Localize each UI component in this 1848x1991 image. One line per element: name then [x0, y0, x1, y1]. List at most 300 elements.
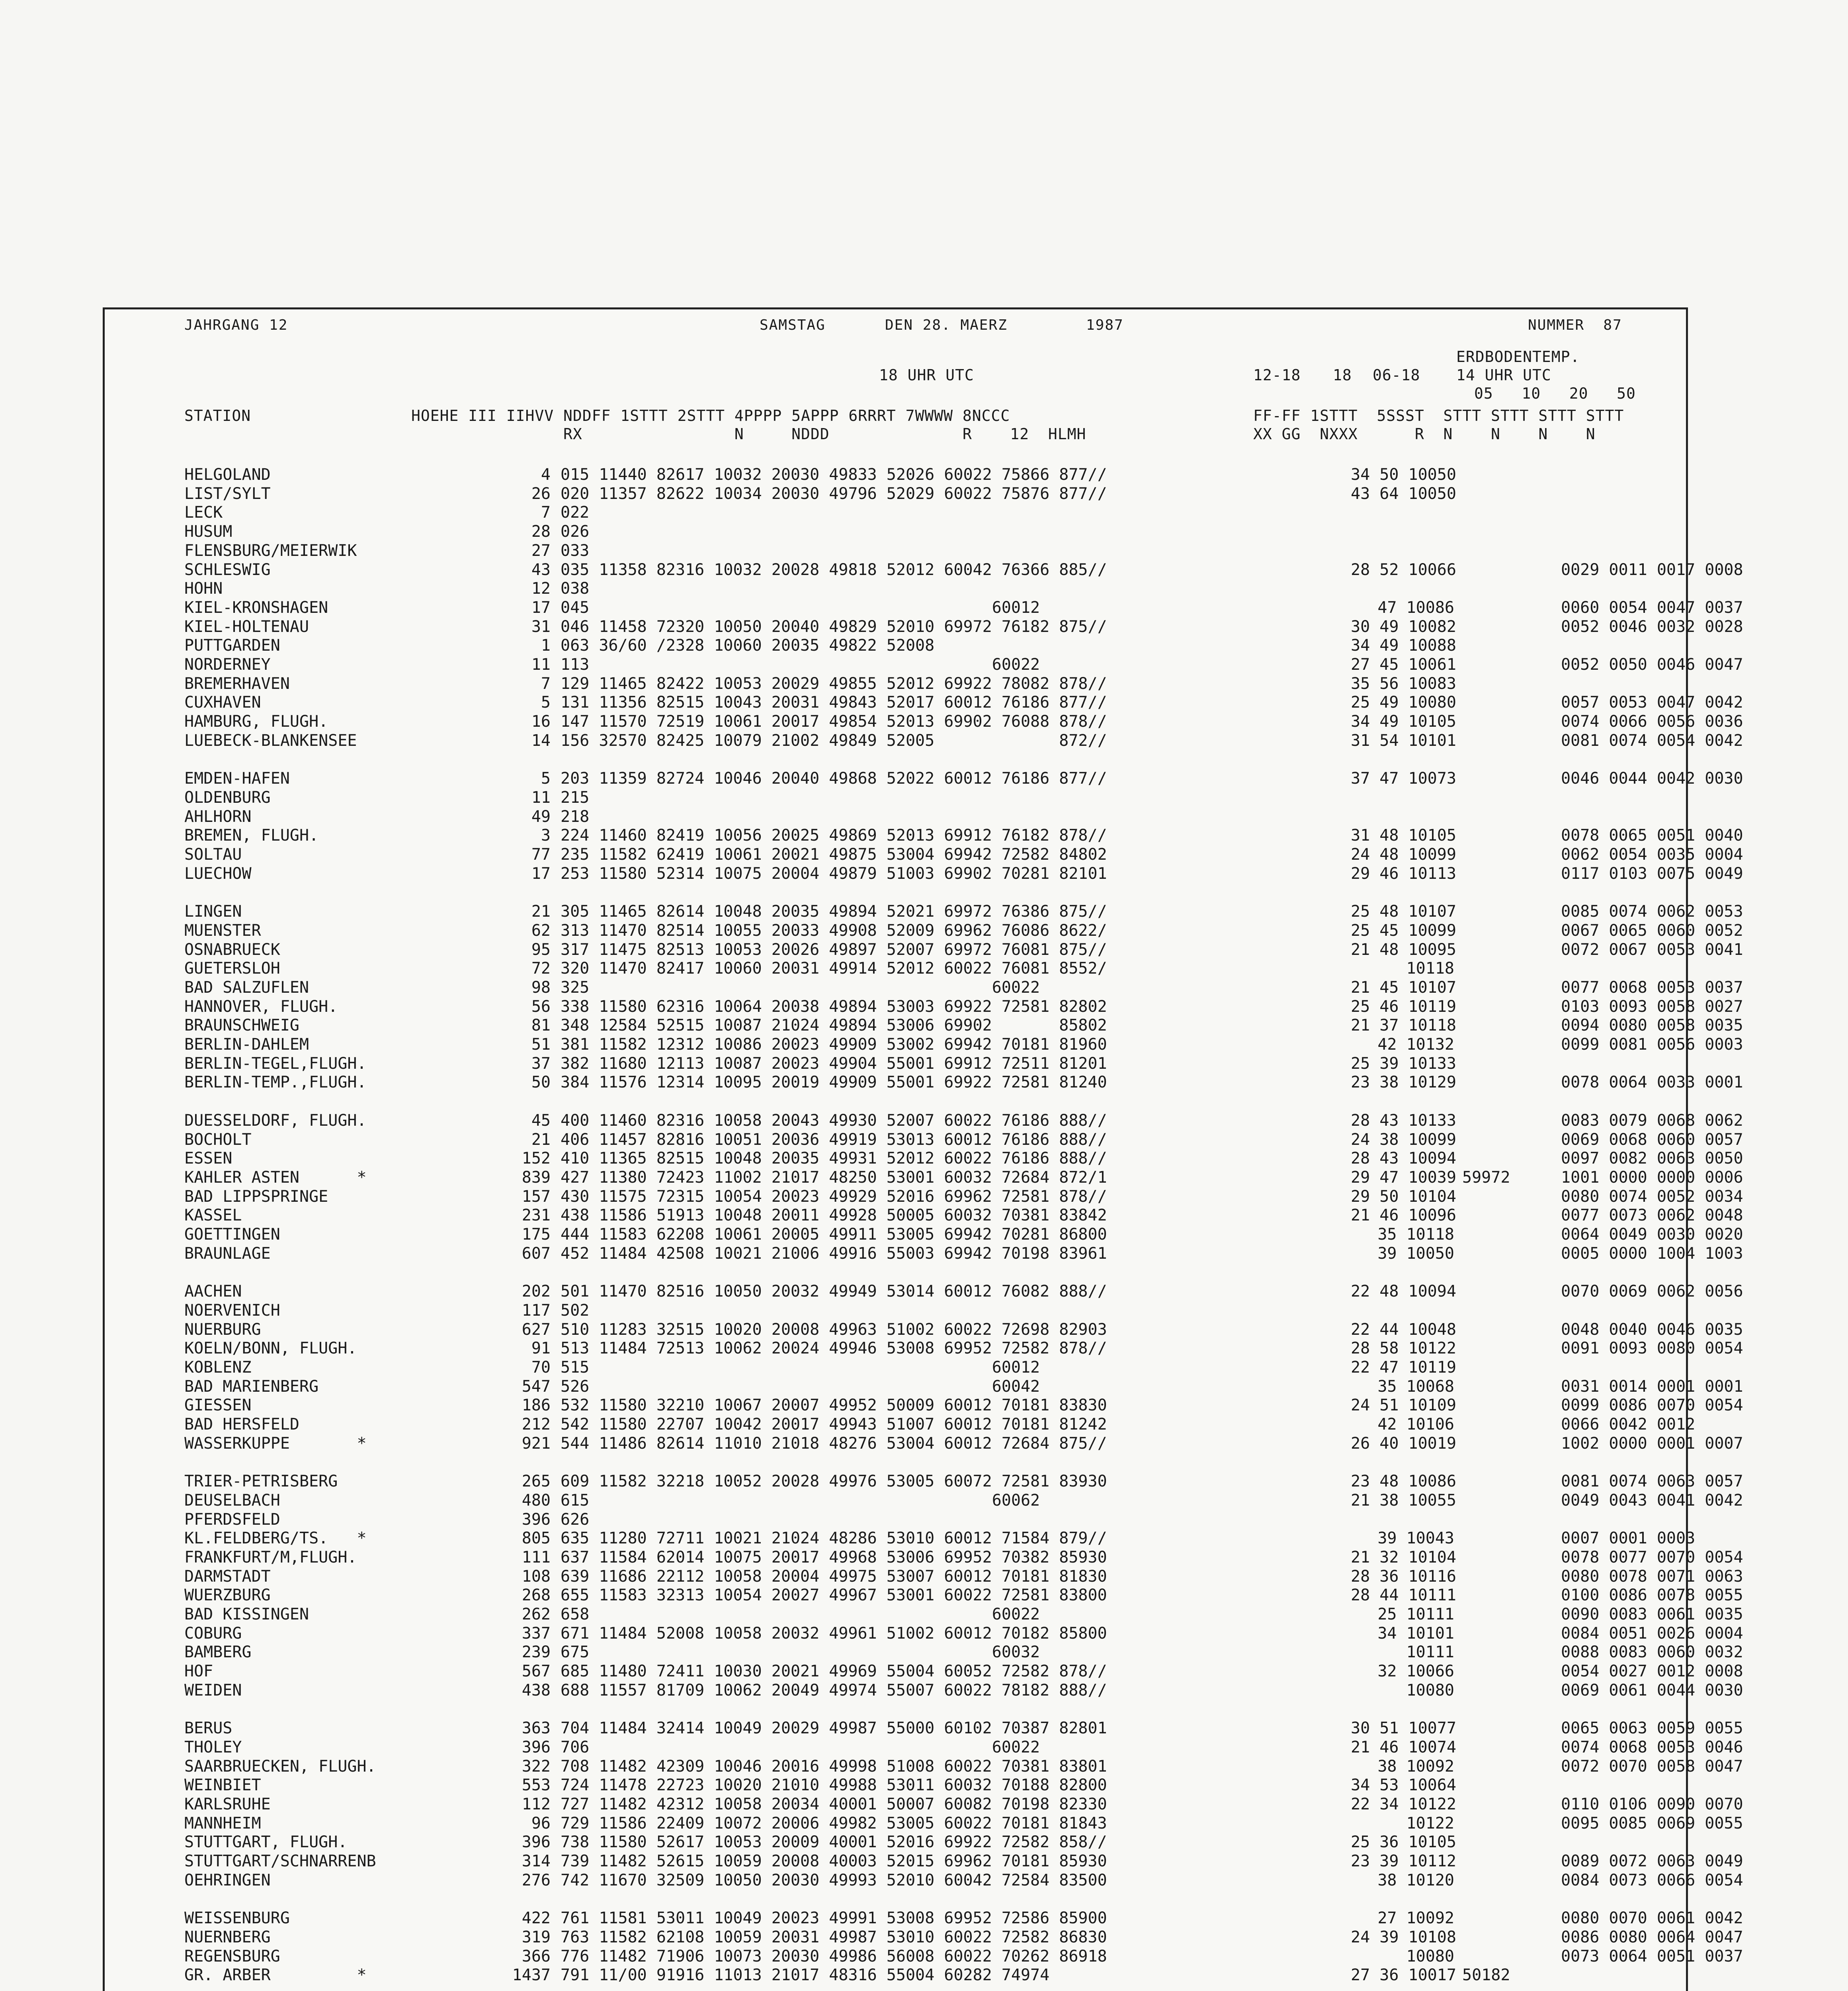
station-name: MANNHEIM [184, 1814, 261, 1833]
table-row [105, 1966, 1686, 1984]
soil-temperatures: 0078 0077 0070 0054 [1561, 1548, 1743, 1567]
synop-groups: 671 11484 52008 10058 20032 49961 51002 60012 70182 85800 [561, 1624, 1107, 1643]
synop-groups: 776 11482 71906 10073 20030 49986 56008 60022 70262 86918 [561, 1947, 1107, 1966]
table-row [105, 617, 1743, 636]
station-height: 567 [522, 1662, 551, 1681]
station-height: 157 [522, 1187, 551, 1206]
synop-groups: 156 32570 82425 10079 21002 49849 52005 872// [561, 731, 1107, 750]
station-name: WASSERKUPPE * [184, 1434, 367, 1453]
station-height: 239 [522, 1643, 551, 1662]
synop-groups: 637 11584 62014 10075 20017 49968 53006 69952 70382 85930 [561, 1548, 1107, 1567]
wind-pressure-groups: 42 10132 [1377, 1035, 1454, 1054]
table-row [105, 1206, 1743, 1225]
station-name: KASSEL [184, 1206, 242, 1225]
station-name: LUECHOW [184, 864, 252, 883]
table-row [105, 921, 1743, 940]
table-row [105, 1339, 1743, 1358]
synop-groups: 626 [561, 1510, 590, 1529]
wind-pressure-groups: 23 48 10086 [1351, 1472, 1456, 1491]
soil-temperatures: 0057 0053 0047 0042 [1561, 693, 1743, 712]
table-row [105, 655, 1743, 674]
table-row [105, 1586, 1743, 1605]
table-row [105, 560, 1743, 579]
soil-temperatures: 0089 0072 0063 0049 [1561, 1852, 1743, 1871]
station-name: KARLSRUHE [184, 1795, 271, 1813]
station-height: 37 [531, 1054, 551, 1073]
wind-pressure-groups: 39 10050 [1377, 1244, 1454, 1263]
wind-pressure-groups: 10111 [1406, 1643, 1454, 1662]
wind-pressure-groups: 28 43 10094 [1351, 1149, 1456, 1168]
synop-groups: 046 11458 72320 10050 20040 49829 52010 69972 76182 875// [561, 617, 1107, 636]
station-name: PFERDSFELD [184, 1510, 280, 1529]
wind-pressure-groups: 24 51 10109 [1351, 1396, 1456, 1415]
station-name: BAD SALZUFLEN [184, 978, 309, 997]
wind-pressure-groups: 35 10118 [1377, 1225, 1454, 1244]
synop-groups: 658 60022 [561, 1605, 1040, 1623]
station-name: KAHLER ASTEN * [184, 1168, 367, 1187]
station-name: COBURG [184, 1624, 242, 1643]
station-name: BRAUNSCHWEIG [184, 1016, 299, 1035]
wind-pressure-groups: 25 36 10105 [1351, 1833, 1456, 1852]
table-row [105, 579, 1686, 598]
station-height: 50 [531, 1073, 551, 1092]
table-row [105, 1985, 1686, 1991]
wind-pressure-groups: 27 36 10017 [1351, 1966, 1456, 1985]
issue-number: NUMMER 87 [1528, 317, 1622, 333]
wind-pressure-groups: 24 39 10108 [1351, 1928, 1456, 1946]
soil-temperatures: 0090 0083 0061 0035 [1561, 1605, 1743, 1623]
station-height: 186 [522, 1396, 551, 1415]
soil-temperatures: 0066 0042 0012 [1561, 1415, 1696, 1434]
station-name: GUETERSLOH [184, 959, 280, 978]
station-height: 28 [531, 522, 551, 541]
station-height: 314 [522, 1852, 551, 1871]
soil-temperatures: 0069 0068 0060 0057 [1561, 1130, 1743, 1149]
table-row [105, 1358, 1686, 1377]
station-name: FLENSBURG/MEIERWIK [184, 541, 357, 560]
synop-groups: 215 [561, 788, 590, 807]
wind-pressure-groups: 25 39 10133 [1351, 1054, 1456, 1073]
synop-groups: 724 11478 22723 10020 21010 49988 53011 60032 70188 82800 [561, 1776, 1107, 1795]
synop-groups: 706 60022 [561, 1738, 1040, 1756]
table-row [105, 1187, 1743, 1206]
soil-temperatures: 0005 0000 1004 1003 [1561, 1244, 1743, 1263]
synop-groups: 515 60012 [561, 1358, 1040, 1377]
table-row [105, 1377, 1743, 1396]
table-row [105, 1662, 1743, 1681]
station-name: NORDERNEY [184, 655, 271, 674]
synop-groups: 655 11583 32313 10054 20027 49967 53001 60022 72581 83800 [561, 1586, 1107, 1605]
table-row [105, 1073, 1743, 1092]
station-height: 21 [531, 902, 551, 921]
soil-temperatures: 0069 0061 0044 0030 [1561, 1681, 1743, 1700]
station-name: BAD MARIENBERG [184, 1377, 319, 1396]
wind-pressure-groups: 21 46 10096 [1351, 1206, 1456, 1225]
station-height: 11 [531, 655, 551, 674]
table-row [105, 1947, 1743, 1966]
station-name: KOBLENZ [184, 1358, 252, 1377]
table-row [105, 1909, 1743, 1928]
station-name: AACHEN [184, 1282, 242, 1301]
station-name: LUEBECK-BLANKENSEE [184, 731, 357, 750]
station-height: 480 [522, 1491, 551, 1510]
station-name: DUESSELDORF, FLUGH. [184, 1111, 367, 1130]
station-name: DEUSELBACH [184, 1491, 280, 1510]
table-row [105, 978, 1743, 997]
table-row [105, 731, 1743, 750]
soil-temperatures: 0077 0068 0053 0037 [1561, 978, 1743, 997]
soil-temperatures: 0099 0086 0070 0054 [1561, 1396, 1743, 1415]
obs-time-18utc: 18 UHR UTC [879, 366, 974, 384]
station-height: 117 [522, 1301, 551, 1320]
obs-time-14utc: 14 UHR UTC [1456, 366, 1551, 384]
station-height: 262 [522, 1605, 551, 1623]
synop-groups: 542 11580 22707 10042 20017 49943 51007 60012 70181 81242 [561, 1415, 1107, 1434]
wind-pressure-groups: 34 10101 [1377, 1624, 1454, 1643]
table-row [105, 1738, 1743, 1756]
soil-temperatures: 0091 0093 0080 0054 [1561, 1339, 1743, 1358]
table-row [105, 1624, 1743, 1643]
wind-pressure-groups: 22 44 10048 [1351, 1320, 1456, 1339]
table-row [105, 1168, 1743, 1187]
table-row [105, 808, 1686, 826]
synop-groups: 685 11480 72411 10030 20021 49969 55004 60052 72582 878// [561, 1662, 1107, 1681]
station-height: 268 [522, 1586, 551, 1605]
soil-temperatures: 0048 0040 0046 0035 [1561, 1320, 1743, 1339]
synop-groups: 704 11484 32414 10049 20029 49987 55000 60102 70387 82801 [561, 1719, 1107, 1738]
synop-groups: 502 [561, 1301, 590, 1320]
station-name: OSNABRUECK [184, 940, 280, 959]
station-height: 337 [522, 1624, 551, 1643]
wind-pressure-groups: 21 45 10107 [1351, 978, 1456, 997]
station-height: 108 [522, 1567, 551, 1586]
wind-pressure-groups: 21 37 10118 [1351, 1016, 1456, 1035]
station-height: 396 [522, 1510, 551, 1529]
station-name: DARMSTADT [184, 1567, 271, 1586]
soil-temperatures: 0083 0079 0068 0062 [1561, 1111, 1743, 1130]
table-row [105, 1434, 1743, 1453]
station-name: LINGEN [184, 902, 242, 921]
table-row [105, 1776, 1686, 1794]
wind-pressure-groups: 31 48 10105 [1351, 826, 1456, 845]
year: 1987 [1086, 317, 1124, 333]
wind-pressure-groups: 25 48 10107 [1351, 902, 1456, 921]
synop-groups: 129 11465 82422 10053 20029 49855 52012 69922 78082 878// [561, 674, 1107, 693]
station-name: HUSUM [184, 522, 232, 541]
synop-groups: 317 11475 82513 10053 20026 49897 52007 69972 76081 875// [561, 940, 1107, 959]
station-height: 276 [522, 1871, 551, 1889]
station-height: 26 [531, 484, 551, 503]
station-height: 70 [531, 1358, 551, 1377]
soil-temperatures: 0084 0073 0066 0054 [1561, 1871, 1743, 1889]
station-height: 1437 [512, 1966, 551, 1985]
synop-groups: 033 [561, 541, 590, 560]
table-row [105, 1643, 1743, 1662]
station-name: BAD HERSFELD [184, 1415, 299, 1434]
wind-pressure-groups: 38 10092 [1377, 1757, 1454, 1776]
wind-pressure-groups: 25 45 10099 [1351, 921, 1456, 940]
soil-temperatures: 0072 0070 0058 0047 [1561, 1757, 1743, 1776]
table-row [105, 1453, 1686, 1471]
soil-temperatures: 0067 0065 0060 0052 [1561, 921, 1743, 940]
table-row [105, 1852, 1743, 1871]
station-name: WEIDEN [184, 1681, 242, 1700]
synop-groups: 615 60062 [561, 1491, 1040, 1510]
wind-pressure-groups: 28 52 10066 [1351, 560, 1456, 579]
station-height: 5 [541, 693, 551, 712]
station-height: 202 [522, 1282, 551, 1301]
table-row [105, 542, 1686, 560]
table-row [105, 598, 1743, 617]
synop-groups: 026 [561, 522, 590, 541]
wind-pressure-groups: 34 50 10050 [1351, 465, 1456, 484]
soil-temperatures: 0095 0085 0069 0055 [1561, 1814, 1743, 1833]
soil-temperatures: 0052 0046 0032 0028 [1561, 617, 1743, 636]
station-name: SCHLESWIG [184, 560, 271, 579]
synop-groups: 761 11581 53011 10049 20023 49991 53008 69952 72586 85900 [561, 1909, 1107, 1928]
soil-temperatures: 0060 0054 0047 0037 [1561, 598, 1743, 617]
table-row [105, 1681, 1743, 1700]
station-name: LECK [184, 503, 223, 522]
synop-groups: 708 11482 42309 10046 20016 49998 51008 60022 70381 83801 [561, 1757, 1107, 1776]
synop-groups: 020 11357 82622 10034 20030 49796 52029 60022 75876 877// [561, 484, 1107, 503]
station-height: 72 [531, 959, 551, 978]
station-name: HOF [184, 1662, 213, 1681]
synop-groups: 510 11283 32515 10020 20008 49963 51002 60022 72698 82903 [561, 1320, 1107, 1339]
table-row [105, 1320, 1743, 1339]
synop-groups: 381 11582 12312 10086 20023 49909 53002 69942 70181 81960 [561, 1035, 1107, 1054]
synop-groups: 526 60042 [561, 1377, 1040, 1396]
soil-temperatures: 0062 0054 0035 0004 [1561, 845, 1743, 864]
synop-groups: 320 11470 82417 10060 20031 49914 52012 60022 76081 8552/ [561, 959, 1107, 978]
column-header-main-sub: RX N NDDD R 12 HLMH [411, 425, 1086, 443]
station-name: MUENSTER [184, 921, 261, 940]
station-name: THOLEY [184, 1738, 242, 1756]
station-height: 5 [541, 769, 551, 788]
wind-pressure-groups: 22 48 10094 [1351, 1282, 1456, 1301]
synop-groups: 739 11482 52615 10059 20008 40003 52015 69962 70181 85930 [561, 1852, 1107, 1871]
station-name: NUERBURG [184, 1320, 261, 1339]
column-header-right-sub: XX GG NXXX R N N N N [1253, 425, 1596, 443]
table-row [105, 1472, 1743, 1491]
table-row [105, 485, 1686, 503]
table-row [105, 1054, 1686, 1073]
table-row [105, 788, 1686, 807]
station-height: 27 [531, 541, 551, 560]
table-row [105, 1510, 1686, 1529]
station-name: FRANKFURT/M,FLUGH. [184, 1548, 357, 1567]
soil-temperatures: 0054 0027 0012 0008 [1561, 1662, 1743, 1681]
soil-temperatures: 0074 0066 0056 0036 [1561, 712, 1743, 731]
station-height: 175 [522, 1225, 551, 1244]
wind-pressure-groups: 47 10086 [1377, 598, 1454, 617]
wind-pressure-groups: 21 38 10055 [1351, 1491, 1456, 1510]
soil-temperatures: 1002 0000 0001 0007 [1561, 1434, 1743, 1453]
synop-groups: 035 11358 82316 10032 20028 49818 52012 60042 76366 885// [561, 560, 1107, 579]
synop-groups: 305 11465 82614 10048 20035 49894 52021 69972 76386 875// [561, 902, 1107, 921]
station-name: WEISSENBURG [184, 1909, 290, 1928]
table-row [105, 1244, 1743, 1263]
station-name: BERUS [184, 1719, 232, 1738]
wind-pressure-groups: 34 53 10064 [1351, 1776, 1456, 1795]
wind-pressure-groups: 32 10066 [1377, 1662, 1454, 1681]
wind-pressure-groups: 30 51 10077 [1351, 1719, 1456, 1738]
soil-temperatures: 0081 0074 0054 0042 [1561, 731, 1743, 750]
station-height: 12 [531, 579, 551, 598]
wind-pressure-groups: 24 48 10099 [1351, 845, 1456, 864]
wind-pressure-groups: 23 39 10112 [1351, 1852, 1456, 1871]
soil-temperatures: 0065 0063 0059 0055 [1561, 1719, 1743, 1738]
synop-groups: 384 11576 12314 10095 20019 49909 55001 69922 72581 81240 [561, 1073, 1107, 1092]
table-row [105, 712, 1743, 731]
wind-pressure-groups: 22 34 10122 [1351, 1795, 1456, 1813]
synop-groups: 544 11486 82614 11010 21018 48276 53004 60012 72684 875// [561, 1434, 1107, 1453]
station-name: BERLIN-TEMP.,FLUGH. [184, 1073, 367, 1092]
table-row [105, 1092, 1686, 1111]
station-name: HELGOLAND [184, 465, 271, 484]
soil-temperatures: 0103 0093 0058 0027 [1561, 997, 1743, 1016]
station-height: 607 [522, 1244, 551, 1263]
synop-groups: 738 11580 52617 10053 20009 40001 52016 69922 72582 858// [561, 1833, 1107, 1852]
station-height: 4 [541, 465, 551, 484]
wind-pressure-groups: 25 46 10119 [1351, 997, 1456, 1016]
synop-groups: 501 11470 82516 10050 20032 49949 53014 60012 76082 888// [561, 1282, 1107, 1301]
station-height: 422 [522, 1909, 551, 1928]
station-height: 396 [522, 1738, 551, 1756]
station-name: CUXHAVEN [184, 693, 261, 712]
soil-temperatures: 0064 0049 0030 0020 [1561, 1225, 1743, 1244]
station-height: 438 [522, 1681, 551, 1700]
station-name: SAARBRUECKEN, FLUGH. [184, 1757, 376, 1776]
soil-temperatures: 0084 0051 0026 0004 [1561, 1624, 1743, 1643]
station-height: 322 [522, 1757, 551, 1776]
wind-pressure-groups: 21 32 10104 [1351, 1548, 1456, 1567]
station-height: 112 [522, 1795, 551, 1813]
soil-temperatures: 0007 0001 0003 [1561, 1529, 1696, 1548]
synop-groups: 203 11359 82724 10046 20040 49868 52022 60012 76186 877// [561, 769, 1107, 788]
station-height: 319 [522, 1928, 551, 1946]
wind-pressure-groups: 28 44 10111 [1351, 1586, 1456, 1605]
wind-pressure-groups: 25 10111 [1377, 1605, 1454, 1623]
station-name: KL.FELDBERG/TS. * [184, 1529, 367, 1548]
table-row [105, 751, 1686, 769]
station-name: BAD KISSINGEN [184, 1605, 309, 1623]
station-name: WEINBIET [184, 1776, 261, 1795]
station-height: 921 [522, 1434, 551, 1453]
table-row [105, 1282, 1743, 1301]
wind-pressure-groups: 27 45 10061 [1351, 655, 1456, 674]
synop-groups: 382 11680 12113 10087 20023 49904 55001 69912 72511 81201 [561, 1054, 1107, 1073]
wind-pressure-groups: 28 43 10133 [1351, 1111, 1456, 1130]
station-height: 21 [531, 1130, 551, 1149]
station-height: 77 [531, 845, 551, 864]
station-name: NUERNBERG [184, 1928, 271, 1946]
sunshine-group: 50182 [1462, 1966, 1510, 1985]
wind-pressure-groups: 25 49 10080 [1351, 693, 1456, 712]
wind-pressure-groups: 21 48 10095 [1351, 940, 1456, 959]
station-height: 839 [522, 1168, 551, 1187]
soil-temperatures: 0081 0074 0063 0057 [1561, 1472, 1743, 1491]
synop-groups: 513 11484 72513 10062 20024 49946 53008 69952 72582 878// [561, 1339, 1107, 1358]
table-row [105, 1491, 1743, 1510]
station-name: WUERZBURG [184, 1586, 271, 1605]
wind-pressure-groups: 43 64 10050 [1351, 484, 1456, 503]
synop-groups: 729 11586 22409 10072 20006 49982 53005 60022 70181 81843 [561, 1814, 1107, 1833]
synop-groups: 675 60032 [561, 1643, 1040, 1662]
wind-pressure-groups: 27 10092 [1377, 1909, 1454, 1928]
synop-groups: 406 11457 82816 10051 20036 49919 53013 60012 76186 888// [561, 1130, 1107, 1149]
wind-pressure-groups: 28 58 10122 [1351, 1339, 1456, 1358]
soil-temperatures: 0074 0068 0053 0046 [1561, 1738, 1743, 1756]
station-height: 91 [531, 1339, 551, 1358]
wind-pressure-groups: 35 10068 [1377, 1377, 1454, 1396]
table-row [105, 1111, 1743, 1130]
station-name: TRIER-PETRISBERG [184, 1472, 338, 1491]
soil-temperatures: 0117 0103 0075 0049 [1561, 864, 1743, 883]
station-name: BAMBERG [184, 1643, 252, 1662]
station-name: KOELN/BONN, FLUGH. [184, 1339, 357, 1358]
soil-temperatures: 0077 0073 0062 0048 [1561, 1206, 1743, 1225]
station-height: 11 [531, 788, 551, 807]
wind-pressure-groups: 10118 [1406, 959, 1454, 978]
station-height: 62 [531, 921, 551, 940]
wind-pressure-groups: 24 38 10099 [1351, 1130, 1456, 1149]
wind-pressure-groups: 42 10106 [1377, 1415, 1454, 1434]
soil-temperatures: 0086 0080 0064 0047 [1561, 1928, 1743, 1946]
station-name: BREMERHAVEN [184, 674, 290, 693]
table-row [105, 940, 1743, 959]
table-row [105, 1928, 1743, 1946]
synop-groups: 427 11380 72423 11002 21017 48250 53001 60032 72684 872/1 [561, 1168, 1107, 1187]
soil-temperatures: 0078 0065 0051 0040 [1561, 826, 1743, 845]
station-height: 111 [522, 1548, 551, 1567]
table-row [105, 1700, 1686, 1719]
table-row [105, 864, 1743, 883]
table-row [105, 465, 1686, 484]
station-name: HAMBURG, FLUGH. [184, 712, 328, 731]
soil-temperatures: 0088 0083 0060 0032 [1561, 1643, 1743, 1662]
wind-pressure-groups: 34 49 10088 [1351, 636, 1456, 655]
synop-groups: 038 [561, 579, 590, 598]
wind-pressure-groups: 22 47 10119 [1351, 1358, 1456, 1377]
station-height: 49 [531, 807, 551, 826]
synop-groups: 235 11582 62419 10061 20021 49875 53004 69942 72582 84802 [561, 845, 1107, 864]
station-name: BAD LIPPSPRINGE [184, 1187, 328, 1206]
station-height: 547 [522, 1377, 551, 1396]
wind-pressure-groups: 38 10120 [1377, 1871, 1454, 1889]
station-name: REGENSBURG [184, 1947, 280, 1966]
table-row [105, 1757, 1743, 1776]
synop-groups: 763 11582 62108 10059 20031 49987 53010 60022 72582 86830 [561, 1928, 1107, 1946]
report-sheet [103, 307, 1743, 1991]
soil-temperatures: 0094 0080 0058 0035 [1561, 1016, 1743, 1035]
table-row [105, 1301, 1686, 1320]
synop-groups: 400 11460 82316 10058 20043 49930 52007 60022 76186 888// [561, 1111, 1107, 1130]
table-row [105, 902, 1743, 921]
synop-groups: 325 60022 [561, 978, 1040, 997]
soil-temperatures: 0073 0064 0051 0037 [1561, 1947, 1743, 1966]
soil-depths: 05 10 20 50 [1474, 385, 1636, 402]
station-name: OLDENBURG [184, 788, 271, 807]
soil-temperatures: 0099 0081 0056 0003 [1561, 1035, 1743, 1054]
period-06-18: 06-18 [1373, 366, 1420, 384]
soil-temperatures: 0031 0014 0001 0001 [1561, 1377, 1743, 1396]
synop-groups: 727 11482 42312 10058 20034 40001 50007 60082 70198 82330 [561, 1795, 1107, 1813]
station-name: SOLTAU [184, 845, 242, 864]
synop-groups: 452 11484 42508 10021 21006 49916 55003 69942 70198 83961 [561, 1244, 1107, 1263]
station-height: 31 [531, 617, 551, 636]
table-row [105, 997, 1743, 1016]
